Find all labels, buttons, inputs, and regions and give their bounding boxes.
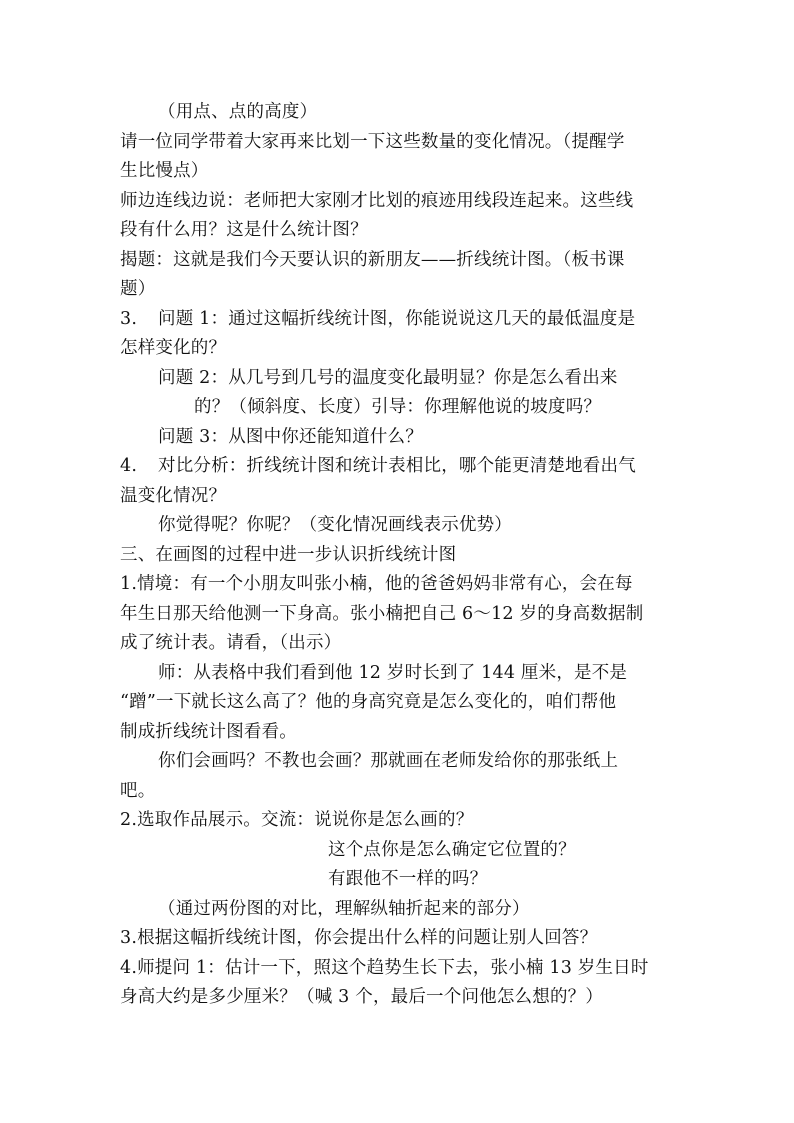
text-line: “蹭”一下就长这么高了？他的身高究竟是怎么变化的，咱们帮他 (120, 692, 617, 712)
text-line: 师边连线边说：老师把大家刚才比划的痕迹用线段连起来。这些线 (120, 191, 634, 211)
text-line: 你觉得呢？你呢？（变化情况画线表示优势） (158, 515, 512, 535)
text-line: 请一位同学带着大家再来比划一下这些数量的变化情况。（提醒学 (120, 132, 625, 152)
text-line: 有跟他不一样的吗？ (328, 869, 488, 889)
text-line: 3.根据这幅折线统计图，你会提出什么样的问题让别人回答？ (120, 928, 598, 948)
numbered-item (120, 307, 635, 331)
text-line: （用点、点的高度） (158, 102, 318, 122)
text-line: 成了统计表。请看，（出示） (120, 633, 342, 653)
text-line: （通过两份图的对比，理解纵轴折起来的部分） (158, 899, 530, 919)
numbered-item (120, 454, 636, 478)
section-heading: 三、在画图的过程中进一步认识折线统计图 (120, 545, 457, 565)
item-number: 4. (120, 456, 138, 476)
text-line: 吧。 (120, 781, 156, 801)
text-line: 问题 2：从几号到几号的温度变化最明显？你是怎么看出来 (158, 368, 618, 388)
text-line: 问题 1：通过这幅折线统计图，你能说说这几天的最低温度是 (158, 309, 636, 329)
text-line: 1.情境：有一个小朋友叫张小楠，他的爸爸妈妈非常有心，会在每 (120, 574, 633, 594)
text-line: 生比慢点） (120, 161, 209, 181)
text-line: 这个点你是怎么确定它位置的？ (328, 840, 576, 860)
text-line: 4.师提问 1：估计一下，照这个趋势生长下去，张小楠 13 岁生日时 (120, 958, 649, 978)
text-line: 你们会画吗？不教也会画？那就画在老师发给你的那张纸上 (158, 751, 619, 771)
text-line: 2.选取作品展示。交流：说说你是怎么画的？ (120, 810, 474, 830)
text-line: 制成折线统计图看看。 (120, 722, 297, 742)
text-line: 段有什么用？这是什么统计图？ (120, 220, 368, 240)
text-line: 身高大约是多少厘米？（喊 3 个，最后一个问他怎么想的？） (120, 987, 604, 1007)
text-line: 的？（倾斜度、长度）引导：你理解他说的坡度吗？ (194, 397, 602, 417)
text-line: 师：从表格中我们看到他 12 岁时长到了 144 厘米，是不是 (158, 663, 628, 683)
text-line: 对比分析：折线统计图和统计表相比，哪个能更清楚地看出气 (158, 456, 636, 476)
text-line: 年生日那天给他测一下身高。张小楠把自己 6～12 岁的身高数据制 (120, 604, 644, 624)
text-line: 题） (120, 279, 156, 299)
text-line: 温变化情况？ (120, 486, 227, 506)
text-line: 问题 3：从图中你还能知道什么？ (158, 427, 423, 447)
item-number: 3. (120, 309, 138, 329)
text-line: 怎样变化的？ (120, 338, 227, 358)
text-line: 揭题：这就是我们今天要认识的新朋友——折线统计图。（板书课 (120, 250, 625, 270)
